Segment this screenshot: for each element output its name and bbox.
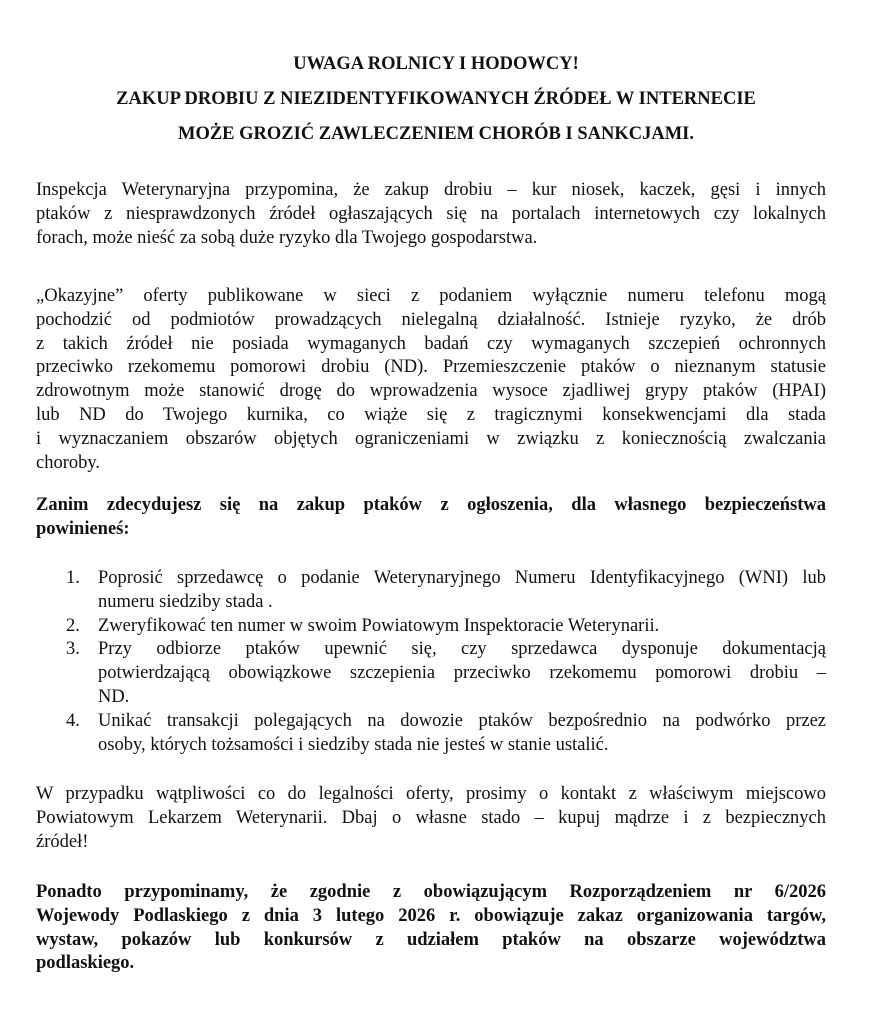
title-line-1: UWAGA ROLNICY I HODOWCY! — [293, 54, 579, 74]
text-line: forach, może nieść za sobą duże ryzyko dla Twojego gospodarstwa. — [36, 227, 538, 248]
list-number: 2. — [66, 615, 80, 636]
text-line: Ponadto przypominamy, że zgodnie z obowiązującym Rozporządzeniem nr 6/2026 — [36, 882, 826, 902]
text-line: choroby. — [36, 452, 101, 473]
text-line: Unikać transakcji polegających na dowozie ptaków bezpośrednio na podwórko przez — [98, 710, 826, 731]
text-line: z takich źródeł nie posiada wymaganych badań czy wymaganych szczepień ochronnych — [36, 333, 826, 354]
text-line: Wojewody Podlaskiego z dnia 3 lutego 2026 r. obowiązuje zakaz organizowania targów, — [36, 905, 826, 926]
steps-list — [66, 567, 826, 757]
list-number: 1. — [66, 568, 80, 588]
text-line: W przypadku wątpliwości co do legalności oferty, prosimy o kontakt z właściwym miejscowo — [36, 784, 826, 804]
text-line: pochodzić od podmiotów prowadzących nielegalną działalność. Istnieje ryzyko, że drób — [36, 309, 826, 330]
text-line: Zweryfikować ten numer w swoim Powiatowym Inspektoracie Weterynarii. — [98, 615, 660, 636]
text-line: Poprosić sprzedawcę o podanie Weterynaryjnego Numeru Identyfikacyjnego (WNI) lub — [98, 568, 826, 588]
list-item — [66, 638, 826, 709]
regulation-paragraph — [36, 881, 826, 976]
text-line: przeciwko rzekomemu pomorowi drobiu (ND). Przemieszczenie ptaków o nieznanym statusie — [36, 357, 826, 378]
intro-paragraph — [36, 179, 826, 250]
text-line: Przy odbiorze ptaków upewnić się, czy sprzedawca dysponuje dokumentacją — [98, 639, 826, 660]
text-line: źródeł! — [36, 831, 89, 852]
text-line: Zanim zdecydujesz się na zakup ptaków z ogłoszenia, dla własnego bezpieczeństwa — [36, 495, 826, 515]
title-line-3: MOŻE GROZIĆ ZAWLECZENIEM CHORÓB I SANKCJAMI. — [177, 124, 694, 144]
list-number: 3. — [66, 639, 80, 660]
text-line: potwierdzającą obowiązkowe szczepienia przeciwko rzekomemu pomorowi drobiu – — [98, 663, 826, 684]
list-item — [66, 710, 826, 758]
text-line: i wyznaczaniem obszarów objętych ograniczeniami w związku z koniecznością zwalczania — [36, 428, 826, 449]
text-line: numeru siedziby stada . — [98, 591, 273, 612]
title-line-2: ZAKUP DROBIU Z NIEZIDENTYFIKOWANYCH ŹRÓDEŁ W INTERNECIE — [116, 89, 756, 109]
text-line: wystaw, pokazów lub konkursów z udziałem ptaków na obszarze województwa — [36, 929, 826, 950]
text-line: ptaków z niesprawdzonych źródeł ogłaszających się na portalach internetowych czy lokalnych — [36, 203, 826, 224]
text-line: Inspekcja Weterynaryjna przypomina, że zakup drobiu – kur niosek, kaczek, gęsi i innych — [36, 180, 826, 200]
text-line: lub ND do Twojego kurnika, co wiąże się z tragicznymi konsekwencjami dla stada — [36, 404, 826, 425]
text-line: Powiatowym Lekarzem Weterynarii. Dbaj o własne stado – kupuj mądrze i z bezpiecznych — [36, 807, 826, 828]
text-line: osoby, których tożsamości i siedziby stada nie jesteś w stanie ustalić. — [98, 734, 609, 755]
text-line: zdrowotnym może stanowić drogę do wprowadzenia wysoce zjadliwej grypy ptaków (HPAI) — [36, 381, 826, 402]
list-item — [66, 567, 826, 615]
advice-heading — [36, 494, 826, 542]
text-line: ND. — [98, 686, 130, 707]
list-item — [66, 615, 826, 639]
warning-paragraph — [36, 285, 826, 475]
text-line: powinieneś: — [36, 518, 130, 539]
list-number: 4. — [66, 710, 80, 731]
contact-paragraph — [36, 783, 826, 854]
text-line: podlaskiego. — [36, 953, 135, 974]
text-line: „Okazyjne” oferty publikowane w sieci z podaniem wyłącznie numeru telefonu mogą — [36, 286, 826, 306]
